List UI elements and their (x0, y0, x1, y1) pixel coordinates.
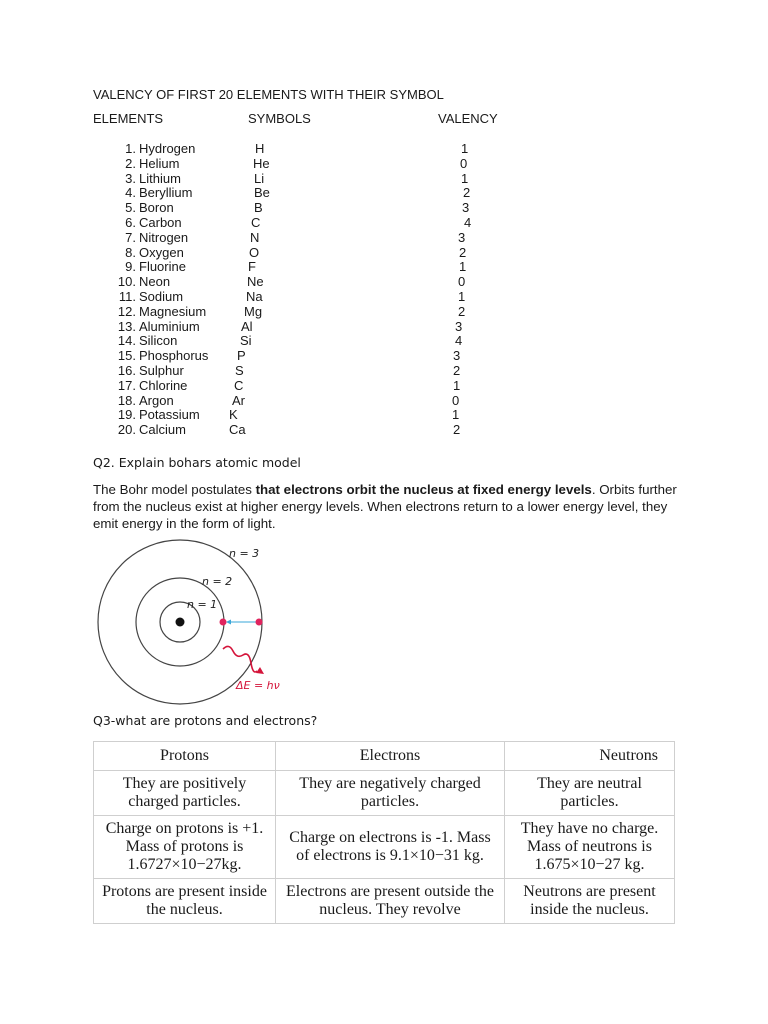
photon-arrowhead (256, 667, 264, 674)
element-valency: 3 (453, 348, 461, 364)
element-valency: 1 (452, 407, 460, 423)
element-name: Boron (139, 200, 174, 216)
list-item (0, 142, 768, 157)
element-valency: 2 (463, 185, 471, 201)
element-number: 1. (125, 141, 136, 156)
element-valency: 2 (458, 303, 466, 319)
element-name: Oxygen (139, 244, 184, 260)
element-number: 3. (125, 170, 136, 186)
element-number: 12. (117, 303, 136, 319)
element-symbol: Na (246, 288, 263, 304)
element-number: 14. (117, 333, 136, 349)
element-symbol: K (229, 407, 238, 423)
element-number: 8. (125, 244, 136, 260)
element-symbol: He (253, 155, 270, 171)
energy-label: ΔE = hν (236, 679, 280, 692)
cell: They are positively charged particles. (94, 771, 276, 816)
element-valency: 2 (459, 244, 467, 260)
element-symbol: C (251, 214, 261, 230)
element-number: 7. (125, 229, 136, 245)
element-symbol: C (234, 377, 244, 393)
table-row (94, 816, 675, 879)
bohr-atom-diagram (92, 543, 280, 693)
page-title: VALENCY OF FIRST 20 ELEMENTS WITH THEIR SYMBOL (93, 87, 444, 102)
table-row (94, 879, 675, 924)
header-electrons: Electrons (276, 742, 505, 771)
element-valency: 1 (453, 377, 461, 393)
element-valency: 1 (459, 259, 467, 275)
list-item (0, 394, 768, 409)
element-number: 9. (125, 259, 136, 275)
header-elements: ELEMENTS (93, 111, 164, 126)
element-symbol: N (250, 229, 260, 245)
cell: Charge on electrons is -1. Mass of electrons is 9.1×10−31 kg. (276, 816, 505, 879)
element-symbol: H (255, 141, 265, 156)
element-name: Carbon (139, 214, 182, 230)
element-name: Aluminium (139, 318, 200, 334)
element-number: 18. (117, 392, 136, 408)
element-name: Potassium (139, 407, 200, 423)
elements-list (0, 142, 768, 438)
element-name: Lithium (139, 170, 181, 186)
list-item (0, 364, 768, 379)
element-name: Chlorine (139, 377, 188, 393)
element-number: 13. (117, 318, 136, 334)
element-symbol: Be (254, 185, 270, 201)
particles-table (93, 741, 675, 924)
q2-answer (93, 481, 683, 532)
nucleus (176, 618, 185, 627)
list-item (0, 305, 768, 320)
header-neutrons: Neutrons (505, 742, 675, 771)
cell: Neutrons are present inside the nucleus. (505, 879, 675, 924)
label-n3: n = 3 (229, 547, 260, 560)
element-symbol: Si (240, 333, 252, 349)
element-symbol: P (237, 348, 246, 364)
answer-intro: The Bohr model postulates (93, 482, 256, 497)
answer-rest: . Orbits further from the nucleus exist at higher energy levels. When electrons return to a lower energy level, they emit energy in the form of light. (93, 482, 677, 531)
element-valency: 4 (455, 333, 463, 349)
element-symbol: Ar (232, 392, 245, 408)
electron-outer (256, 619, 263, 626)
element-name: Argon (139, 392, 174, 408)
element-name: Magnesium (139, 303, 207, 319)
element-number: 2. (125, 155, 136, 171)
element-name: Beryllium (139, 185, 193, 201)
list-item (0, 231, 768, 246)
label-n2: n = 2 (202, 575, 233, 588)
element-valency: 0 (452, 392, 460, 408)
element-number: 11. (118, 288, 136, 304)
header-symbols: SYMBOLS (248, 111, 311, 126)
element-valency: 3 (458, 229, 466, 245)
header-valency: VALENCY (438, 111, 498, 126)
cell: Protons are present inside the nucleus. (94, 879, 276, 924)
element-symbol: O (249, 244, 260, 260)
element-symbol: Al (241, 318, 253, 334)
list-item (0, 334, 768, 349)
q2-question: Q2. Explain bohars atomic model (93, 455, 301, 470)
element-name: Neon (139, 274, 171, 290)
list-item (0, 172, 768, 187)
table-row (94, 771, 675, 816)
element-number: 20. (117, 422, 136, 438)
list-item (0, 423, 768, 438)
element-name: Nitrogen (139, 229, 189, 245)
element-number: 16. (117, 362, 136, 378)
header-protons: Protons (94, 742, 276, 771)
list-item (0, 275, 768, 290)
element-name: Sodium (139, 288, 184, 304)
list-item (0, 379, 768, 394)
element-number: 17. (117, 377, 136, 393)
list-item (0, 216, 768, 231)
element-name: Hydrogen (139, 141, 196, 156)
element-valency: 2 (453, 422, 461, 438)
element-name: Sulphur (139, 362, 184, 378)
list-item (0, 320, 768, 335)
list-item (0, 408, 768, 423)
element-valency: 1 (461, 170, 469, 186)
photon-wave (223, 646, 257, 672)
element-name: Calcium (139, 422, 186, 438)
element-symbol: Ne (247, 274, 264, 290)
list-item (0, 186, 768, 201)
element-valency: 1 (458, 288, 466, 304)
element-name: Helium (139, 155, 180, 171)
element-valency: 0 (460, 155, 468, 171)
cell: They are neutral particles. (505, 771, 675, 816)
element-valency: 3 (455, 318, 463, 334)
element-number: 4. (125, 185, 136, 201)
element-number: 5. (125, 200, 136, 216)
q3-question: Q3-what are protons and electrons? (93, 713, 318, 728)
label-n1: n = 1 (187, 598, 218, 611)
cell: Charge on protons is +1. Mass of protons is 1.6727×10−27kg. (94, 816, 276, 879)
element-name: Silicon (139, 333, 178, 349)
element-valency: 2 (453, 362, 461, 378)
element-symbol: Li (254, 170, 265, 186)
cell: They have no charge. Mass of neutrons is 1.675×10−27 kg. (505, 816, 675, 879)
cell: They are negatively charged particles. (276, 771, 505, 816)
element-name: Fluorine (139, 259, 186, 275)
list-item (0, 290, 768, 305)
element-symbol: Ca (229, 422, 246, 438)
element-number: 15. (117, 348, 136, 364)
element-symbol: S (235, 362, 244, 378)
table-header-row (94, 742, 675, 771)
element-valency: 4 (464, 214, 472, 230)
element-valency: 3 (462, 200, 470, 216)
list-item (0, 157, 768, 172)
element-number: 10. (117, 274, 136, 290)
cell: Electrons are present outside the nucleus. They revolve (276, 879, 505, 924)
answer-bold: that electrons orbit the nucleus at fixed energy levels (255, 482, 592, 497)
list-item (0, 201, 768, 216)
element-number: 6. (125, 214, 136, 230)
element-name: Phosphorus (139, 348, 209, 364)
list-item (0, 260, 768, 275)
transition-arrowhead (226, 620, 231, 625)
element-number: 19. (117, 407, 136, 423)
element-valency: 1 (461, 141, 469, 156)
list-item (0, 246, 768, 261)
element-symbol: F (248, 259, 256, 275)
element-valency: 0 (458, 274, 466, 290)
element-symbol: Mg (244, 303, 263, 319)
element-symbol: B (254, 200, 263, 216)
list-item (0, 349, 768, 364)
electron-inner (220, 619, 227, 626)
